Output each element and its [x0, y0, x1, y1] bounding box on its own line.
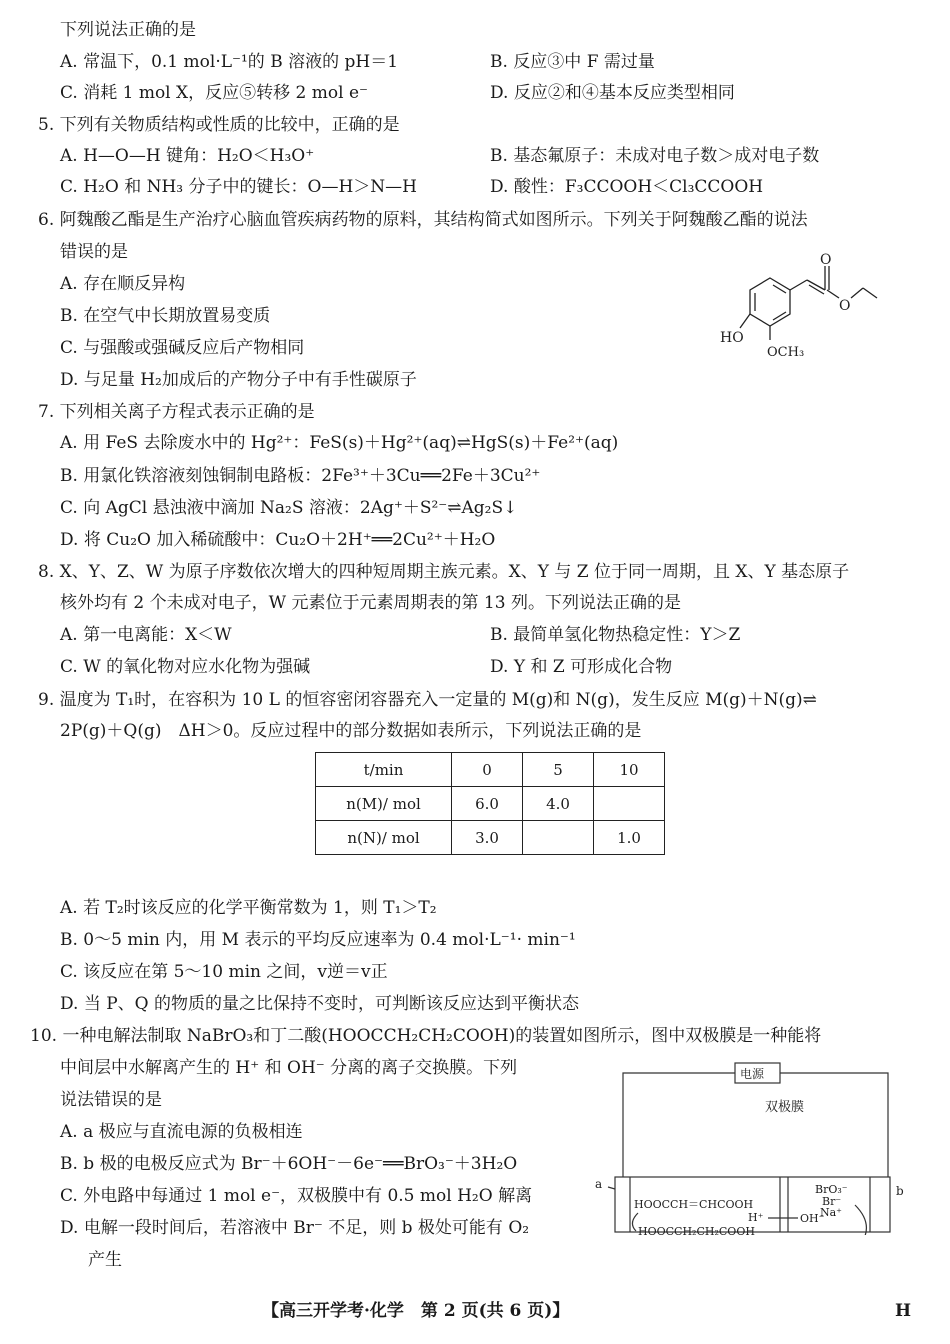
table-cell — [594, 787, 665, 821]
q10-option-a: A. a 极应与直流电源的负极相连 — [60, 1122, 303, 1142]
q6-option-a: A. 存在顺反异构 — [60, 274, 186, 294]
table-cell — [523, 821, 594, 855]
table-row — [316, 787, 665, 821]
bromate-label: BrO₃⁻ — [815, 1183, 848, 1196]
table-cell: 4.0 — [523, 787, 594, 821]
q6-option-d: D. 与足量 H₂加成后的产物分子中有手性碳原子 — [60, 370, 417, 390]
bromide-label: Br⁻ — [822, 1195, 842, 1208]
table-row — [316, 821, 665, 855]
mol-ho: HO — [720, 330, 744, 346]
q10-option-d-cont: 产生 — [88, 1250, 122, 1270]
q5-option-d: D. 酸性：F₃CCOOH＜Cl₃CCOOH — [490, 177, 764, 197]
table-cell: n(N)/ mol — [316, 821, 452, 855]
q5-stem: 5. 下列有关物质结构或性质的比较中，正确的是 — [38, 115, 400, 135]
electrode-a-label: a — [595, 1177, 603, 1191]
q10-option-c: C. 外电路中每通过 1 mol e⁻，双极膜中有 0.5 mol H₂O 解离 — [60, 1186, 533, 1206]
q10-stem-cont: 中间层中水解离产生的 H⁺ 和 OH⁻ 分离的离子交换膜。下列 — [60, 1058, 518, 1078]
q6-option-b: B. 在空气中长期放置易变质 — [60, 306, 271, 326]
h-ion-label: H⁺ — [748, 1211, 764, 1224]
footer-code: H — [895, 1301, 912, 1321]
table-cell: 0 — [452, 753, 523, 787]
q7-option-a: A. 用 FeS 去除废水中的 Hg²⁺：FeS(s)＋Hg²⁺(aq)⇌HgS(s)＋Fe²⁺(aq) — [60, 433, 619, 453]
bipolar-membrane-label: 双极膜 — [765, 1100, 805, 1115]
table-cell: 6.0 — [452, 787, 523, 821]
q4-option-c: C. 消耗 1 mol X，反应⑤转移 2 mol e⁻ — [60, 83, 368, 103]
q5-option-c: C. H₂O 和 NH₃ 分子中的键长：O—H＞N—H — [60, 177, 417, 197]
table-cell: 1.0 — [594, 821, 665, 855]
q10-option-b: B. b 极的电极反应式为 Br⁻＋6OH⁻－6e⁻══BrO₃⁻＋3H₂O — [60, 1154, 518, 1174]
mol-ester-o: O — [839, 298, 851, 314]
table-cell: 10 — [594, 753, 665, 787]
q8-stem: 8. X、Y、Z、W 为原子序数依次增大的四种短周期主族元素。X、Y 与 Z 位于同一周期，且 X、Y 基态原子 — [38, 562, 850, 582]
q9-option-b: B. 0～5 min 内，用 M 表示的平均反应速率为 0.4 mol·L⁻¹· min⁻¹ — [60, 930, 576, 950]
q9-stem-cont: 2P(g)＋Q(g) ΔH＞0。反应过程中的部分数据如表所示，下列说法正确的是 — [60, 721, 642, 741]
mol-och3: OCH₃ — [767, 345, 805, 360]
q10-stem: 10. 一种电解法制取 NaBrO₃和丁二酸(HOOCCH₂CH₂COOH)的装置如图所示，图中双极膜是一种能将 — [30, 1026, 822, 1046]
table-cell: 3.0 — [452, 821, 523, 855]
table-cell: n(M)/ mol — [316, 787, 452, 821]
q4-stem: 下列说法正确的是 — [60, 20, 196, 40]
reactant-label: HOOCCH＝CHCOOH — [634, 1198, 754, 1211]
electrode-b-label: b — [896, 1184, 904, 1198]
oh-ion-label: OH⁻ — [800, 1212, 825, 1225]
q5-option-b: B. 基态氟原子：未成对电子数＞成对电子数 — [490, 146, 820, 166]
q6-stem-cont: 错误的是 — [60, 242, 128, 262]
q7-stem: 7. 下列相关离子方程式表示正确的是 — [38, 402, 315, 422]
q9-option-c: C. 该反应在第 5～10 min 之间，v逆＝v正 — [60, 962, 388, 982]
table-cell: t/min — [316, 753, 452, 787]
q9-option-d: D. 当 P、Q 的物质的量之比保持不变时，可判断该反应达到平衡状态 — [60, 994, 580, 1014]
q6-option-c: C. 与强酸或强碱反应后产物相同 — [60, 338, 305, 358]
product-label: HOOCCH₂CH₂COOH — [638, 1225, 755, 1235]
ethyl-ferulate-structure — [715, 250, 895, 360]
power-source-label: 电源 — [740, 1067, 765, 1081]
q9-option-a: A. 若 T₂时该反应的化学平衡常数为 1，则 T₁＞T₂ — [60, 898, 437, 918]
q4-option-b: B. 反应③中 F 需过量 — [490, 52, 655, 72]
q8-stem-cont: 核外均有 2 个未成对电子，W 元素位于元素周期表的第 13 列。下列说法正确的是 — [60, 593, 681, 613]
q10-stem-cont2: 说法错误的是 — [60, 1090, 162, 1110]
q7-option-d: D. 将 Cu₂O 加入稀硫酸中：Cu₂O＋2H⁺══2Cu²⁺＋H₂O — [60, 530, 496, 550]
table-header-row — [316, 753, 665, 787]
q9-data-table — [315, 752, 665, 855]
q4-option-a: A. 常温下，0.1 mol·L⁻¹的 B 溶液的 pH＝1 — [60, 52, 399, 72]
q7-option-c: C. 向 AgCl 悬浊液中滴加 Na₂S 溶液：2Ag⁺＋S²⁻⇌Ag₂S↓ — [60, 498, 518, 518]
q8-option-c: C. W 的氧化物对应水化物为强碱 — [60, 657, 311, 677]
q8-option-d: D. Y 和 Z 可形成化合物 — [490, 657, 673, 677]
q7-option-b: B. 用氯化铁溶液刻蚀铜制电路板：2Fe³⁺＋3Cu══2Fe＋3Cu²⁺ — [60, 466, 541, 486]
mol-carbonyl-o: O — [820, 252, 832, 268]
q10-option-d: D. 电解一段时间后，若溶液中 Br⁻ 不足，则 b 极处可能有 O₂ — [60, 1218, 530, 1238]
q8-option-b: B. 最简单氢化物热稳定性：Y＞Z — [490, 625, 741, 645]
sodium-ion-label: Na⁺ — [820, 1206, 842, 1219]
q8-option-a: A. 第一电离能：X＜W — [60, 625, 232, 645]
table-cell: 5 — [523, 753, 594, 787]
q9-stem: 9. 温度为 T₁时，在容积为 10 L 的恒容密闭容器充入一定量的 M(g)和 N(g)，发生反应 M(g)＋N(g)⇌ — [38, 690, 817, 710]
q5-option-a: A. H—O—H 键角：H₂O＜H₃O⁺ — [60, 146, 315, 166]
footer-text: 【高三开学考·化学 第 2 页(共 6 页)】 — [262, 1301, 570, 1321]
electrolysis-cell-diagram — [590, 1055, 925, 1235]
q6-stem: 6. 阿魏酸乙酯是生产治疗心脑血管疾病药物的原料，其结构简式如图所示。下列关于阿魏酸乙酯的说法 — [38, 210, 808, 230]
q4-option-d: D. 反应②和④基本反应类型相同 — [490, 83, 735, 103]
